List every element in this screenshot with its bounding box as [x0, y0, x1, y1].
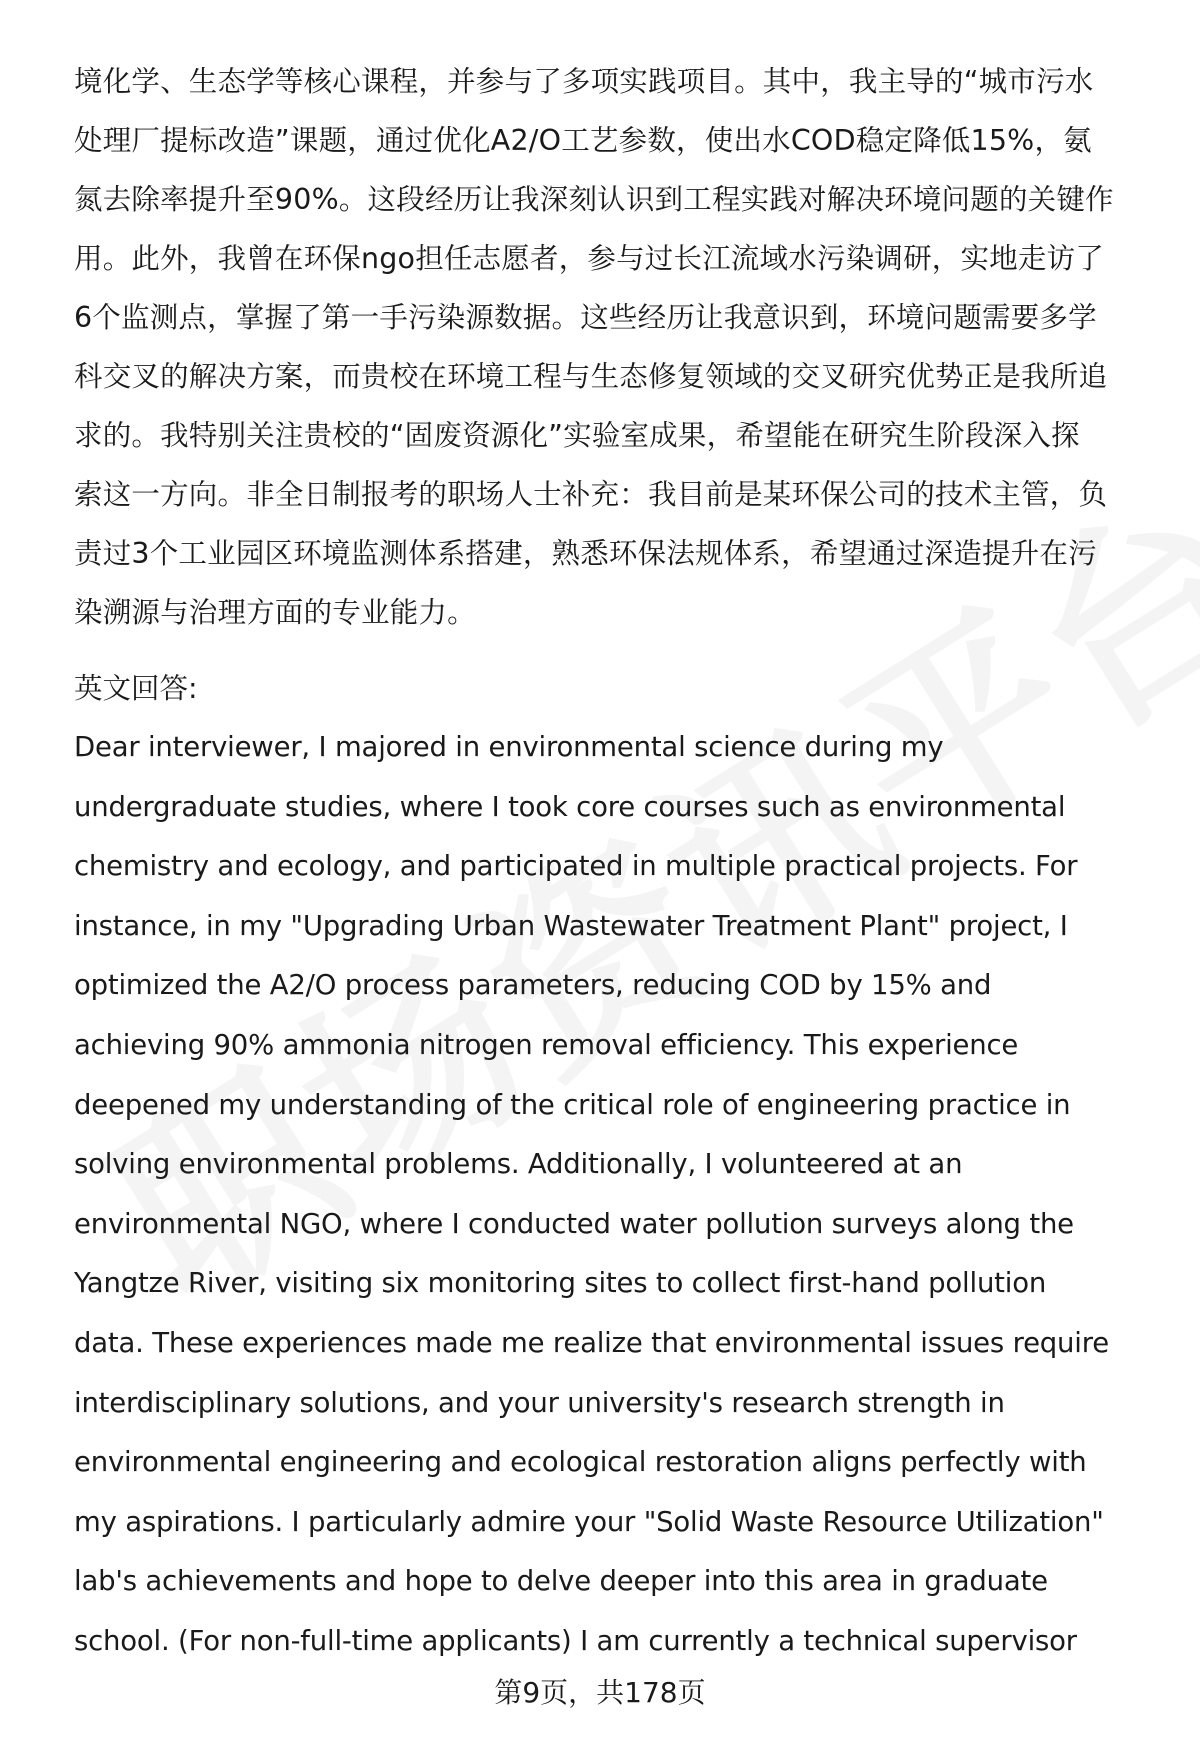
text-line: interdisciplinary solutions, and your university's research strength in [74, 1386, 1005, 1419]
text-line: 责过3个工业园区环境监测体系搭建，熟悉环保法规体系，希望通过深造提升在污 [74, 537, 1097, 570]
text-line: Dear interviewer, I majored in environmental science during my [74, 731, 944, 763]
text-line: undergraduate studies, where I took core courses such as environmental [74, 790, 1066, 823]
english-answer-paragraph [74, 718, 1154, 1672]
text-line: deepened my understanding of the critical role of engineering practice in [74, 1088, 1071, 1121]
text-line: school. (For non-full-time applicants) I am currently a technical supervisor [74, 1624, 1077, 1657]
text-line: optimized the A2/O process parameters, reducing COD by 15% and [74, 969, 992, 1002]
text-line: environmental engineering and ecological restoration aligns perfectly with [74, 1446, 1087, 1479]
text-line: 求的。我特别关注贵校的“固废资源化”实验室成果，希望能在研究生阶段深入探 [74, 419, 1080, 452]
text-line: 境化学、生态学等核心课程，并参与了多项实践项目。其中，我主导的“城市污水 [74, 65, 1094, 98]
chinese-answer-paragraph [74, 52, 1154, 642]
text-line: 染溯源与治理方面的专业能力。 [74, 596, 476, 629]
text-line: my aspirations. I particularly admire your "Solid Waste Resource Utilization" [74, 1505, 1104, 1538]
text-line: 索这一方向。非全日制报考的职场人士补充：我目前是某环保公司的技术主管，负 [74, 478, 1108, 511]
text-line: instance, in my "Upgrading Urban Wastewater Treatment Plant" project, I [74, 909, 1068, 942]
text-line: environmental NGO, where I conducted water pollution surveys along the [74, 1207, 1074, 1240]
text-line: 6个监测点，掌握了第一手污染源数据。这些经历让我意识到，环境问题需要多学 [74, 301, 1097, 334]
english-answer-heading: 英文回答: [74, 672, 198, 705]
text-line: Yangtze River, visiting six monitoring sites to collect first-hand pollution [74, 1267, 1047, 1300]
text-line: 氮去除率提升至90%。这段经历让我深刻认识到工程实践对解决环境问题的关键作 [74, 183, 1114, 216]
text-line: 处理厂提标改造”课题，通过优化A2/O工艺参数，使出水COD稳定降低15%，氨 [74, 124, 1092, 157]
text-line: solving environmental problems. Additionally, I volunteered at an [74, 1148, 963, 1181]
document-body [74, 52, 1154, 1672]
text-line: achieving 90% ammonia nitrogen removal efficiency. This experience [74, 1028, 1019, 1061]
text-line: 用。此外，我曾在环保ngo担任志愿者，参与过长江流域水污染调研，实地走访了 [74, 242, 1104, 275]
page-number-footer: 第9页，共178页 [494, 1676, 706, 1709]
text-line: data. These experiences made me realize that environmental issues require [74, 1326, 1109, 1359]
text-line: chemistry and ecology, and participated in multiple practical projects. For [74, 850, 1078, 883]
text-line: 科交叉的解决方案，而贵校在环境工程与生态修复领域的交叉研究优势正是我所追 [74, 360, 1108, 393]
text-line: lab's achievements and hope to delve deeper into this area in graduate [74, 1565, 1048, 1598]
